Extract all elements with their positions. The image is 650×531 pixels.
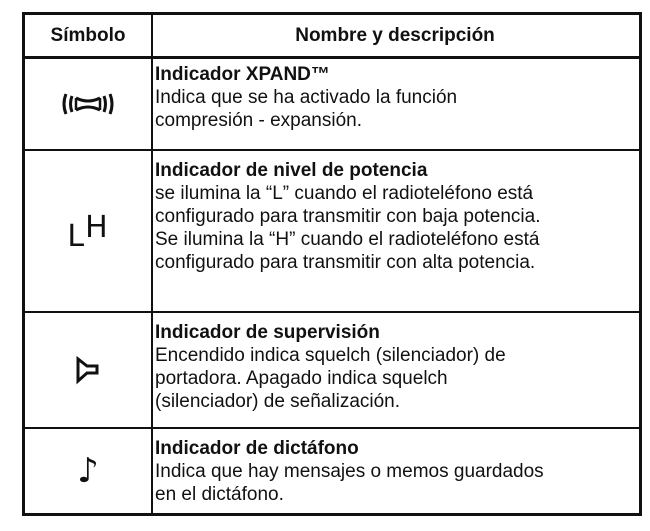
- xpand-icon: [25, 59, 151, 149]
- row-text: portadora. Apagado indica squelch: [155, 368, 448, 389]
- table-row: [25, 149, 639, 311]
- row-text: Se ilumina la “H” cuando el radioteléfono está: [155, 229, 540, 250]
- row-text: Indica que se ha activado la función: [155, 87, 458, 108]
- table-header: [25, 15, 639, 59]
- power-high-label: H: [85, 209, 109, 245]
- power-level-icon: [25, 151, 151, 311]
- row-text: compresión - expansión.: [155, 110, 362, 131]
- row-text: (silenciador) de señalización.: [155, 391, 401, 412]
- row-title: Indicador de supervisión: [155, 322, 380, 343]
- row-text: configurado para transmitir con alta potencia.: [155, 252, 536, 273]
- table-row: [25, 59, 639, 149]
- monitor-speaker-icon: [25, 313, 151, 427]
- music-note-icon: ♪: [77, 451, 99, 491]
- table-row: [25, 427, 639, 513]
- header-name: Nombre y descripción: [295, 25, 495, 46]
- table-row: [25, 311, 639, 427]
- row-text: configurado para transmitir con baja potencia.: [155, 206, 541, 227]
- row-text: Indica que hay mensajes o memos guardados: [155, 461, 544, 482]
- row-title: Indicador XPAND™: [155, 64, 330, 85]
- header-symbol: Símbolo: [50, 25, 126, 46]
- symbol-table: [22, 12, 642, 516]
- row-title: Indicador de dictáfono: [155, 438, 359, 459]
- row-text: se ilumina la “L” cuando el radioteléfono está: [155, 183, 534, 204]
- row-text: en el dictáfono.: [155, 484, 284, 505]
- power-low-label: L: [67, 218, 86, 254]
- row-title: Indicador de nivel de potencia: [155, 160, 428, 181]
- row-text: Encendido indica squelch (silenciador) de: [155, 345, 506, 366]
